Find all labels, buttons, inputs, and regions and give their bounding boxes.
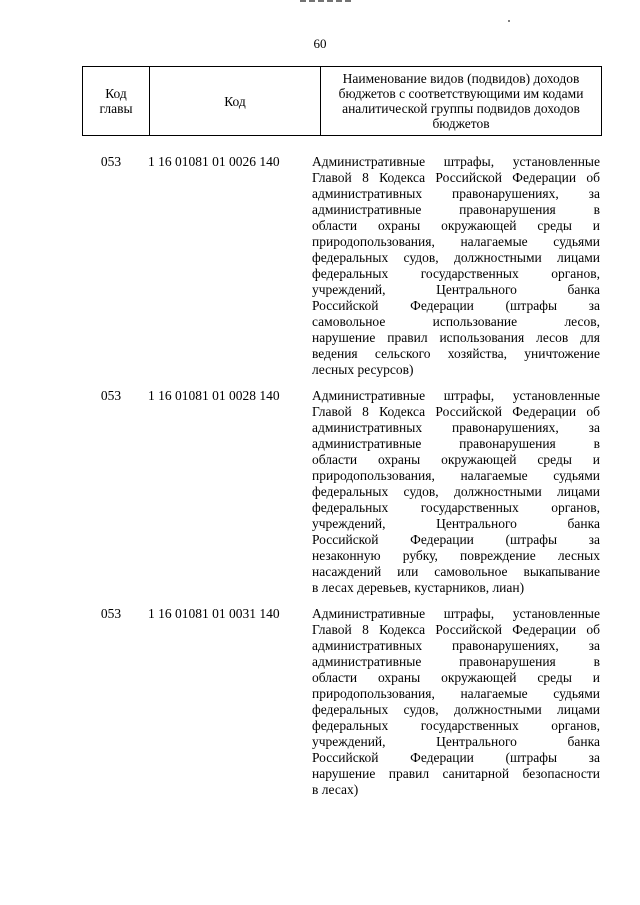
name-line: области охраны окружающей среды и (312, 670, 600, 685)
header-name (321, 67, 602, 136)
revenue-name (312, 388, 600, 596)
name-line: Главой 8 Кодекса Российской Федерации об (312, 622, 600, 637)
header-name-line: бюджетов с соответствующими им кодами (338, 86, 584, 101)
chapter-code: 053 (100, 606, 122, 621)
chapter-code: 053 (100, 154, 122, 169)
name-line: Административные штрафы, установленные (312, 606, 600, 621)
header-name-line: аналитической группы подвидов доходов (342, 101, 580, 116)
name-line: Главой 8 Кодекса Российской Федерации об (312, 404, 600, 419)
header-chapter-code-line: Код (105, 86, 127, 101)
name-line: Российской Федерации (штрафы за (312, 750, 600, 765)
header-chapter-code (83, 67, 150, 136)
header-name-line: Наименование видов (подвидов) доходов (342, 71, 580, 86)
name-line: федеральных государственных органов, (312, 500, 600, 515)
name-line: административных правонарушениях, за (312, 186, 600, 201)
revenue-code: 1 16 01081 01 0028 140 (148, 388, 280, 403)
name-line: учреждений, Центрального банка (312, 734, 600, 749)
name-line: административных правонарушениях, за (312, 420, 600, 435)
name-line: природопользования, налагаемые судьями (312, 468, 600, 483)
revenue-code: 1 16 01081 01 0031 140 (148, 606, 280, 621)
table-header (82, 66, 602, 136)
header-chapter-code-line: главы (99, 101, 133, 116)
header-code: Код (150, 67, 321, 136)
name-line: ведения сельского хозяйства, уничтожение (312, 346, 600, 361)
name-line: Российской Федерации (штрафы за (312, 298, 600, 313)
name-line: нарушение правил использования лесов для (312, 330, 600, 345)
name-line: административные правонарушения в (312, 654, 600, 669)
name-line: насаждений или самовольное выкапывание (312, 564, 600, 579)
name-line: административные правонарушения в (312, 436, 600, 451)
name-line: Российской Федерации (штрафы за (312, 532, 600, 547)
name-line: незаконную рубку, повреждение лесных (312, 548, 600, 563)
name-line: природопользования, налагаемые судьями (312, 686, 600, 701)
header-name-line: бюджетов (432, 116, 490, 131)
name-line: федеральных судов, должностными лицами (312, 702, 600, 717)
name-line: самовольное использование лесов, (312, 314, 600, 329)
page-number: 60 (313, 36, 327, 51)
revenue-name (312, 606, 600, 798)
name-line: административные правонарушения в (312, 202, 600, 217)
name-line: нарушение правил санитарной безопасности (312, 766, 600, 781)
name-line: Главой 8 Кодекса Российской Федерации об (312, 170, 600, 185)
revenue-code: 1 16 01081 01 0026 140 (148, 154, 280, 169)
name-line: Административные штрафы, установленные (312, 388, 600, 403)
name-line: федеральных государственных органов, (312, 266, 600, 281)
name-line: в лесах) (312, 782, 359, 797)
revenue-name (312, 154, 600, 378)
scan-artifact (300, 0, 352, 2)
chapter-code: 053 (100, 388, 122, 403)
name-line: лесных ресурсов) (312, 362, 414, 377)
name-line: Административные штрафы, установленные (312, 154, 600, 169)
name-line: административных правонарушениях, за (312, 638, 600, 653)
name-line: в лесах деревьев, кустарников, лиан) (312, 580, 525, 595)
name-line: области охраны окружающей среды и (312, 452, 600, 467)
name-line: природопользования, налагаемые судьями (312, 234, 600, 249)
name-line: области охраны окружающей среды и (312, 218, 600, 233)
name-line: учреждений, Центрального банка (312, 282, 600, 297)
name-line: федеральных судов, должностными лицами (312, 250, 600, 265)
name-line: федеральных государственных органов, (312, 718, 600, 733)
name-line: учреждений, Центрального банка (312, 516, 600, 531)
name-line: федеральных судов, должностными лицами (312, 484, 600, 499)
scan-artifact (508, 20, 510, 22)
